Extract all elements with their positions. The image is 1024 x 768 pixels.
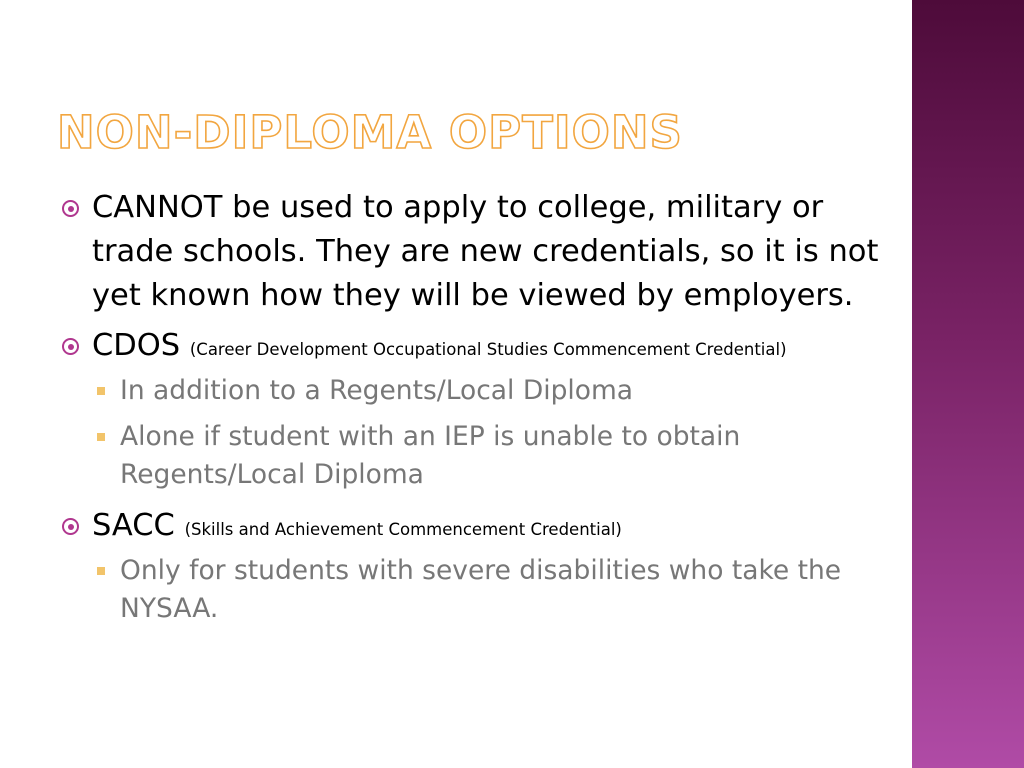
sub-bullet-item: [62, 552, 892, 628]
side-decoration-bar: [912, 0, 1024, 768]
sub-bullet-text: In addition to a Regents/Local Diploma: [120, 375, 634, 406]
bullet-note: (Skills and Achievement Commencement Credential): [184, 520, 622, 539]
bullet-list: [62, 186, 892, 628]
bullet-text: SACC: [92, 508, 175, 543]
bullet-item: [62, 504, 892, 552]
sub-bullet-text: Only for students with severe disabilities who take the NYSAA.: [120, 555, 842, 624]
sub-bullet-item: [62, 372, 892, 410]
bullet-text: CDOS: [92, 328, 181, 363]
bullet-text: CANNOT be used to apply to college, military or trade schools. They are new credentials, so it is not yet known how they will be viewed by employers.: [92, 190, 879, 313]
sub-bullet-item: [62, 418, 892, 494]
bullet-item: [62, 186, 892, 318]
bullet-item: [62, 324, 892, 372]
circle-bullet-icon: [62, 518, 79, 535]
slide-title-text: NON-DIPLOMA OPTIONS: [57, 106, 683, 159]
square-bullet-icon: [97, 433, 105, 441]
circle-bullet-icon: [62, 338, 79, 355]
square-bullet-icon: [97, 387, 105, 395]
slide-title: [57, 103, 683, 163]
bullet-note: (Career Development Occupational Studies Commencement Credential): [189, 340, 787, 359]
square-bullet-icon: [97, 567, 105, 575]
circle-bullet-icon: [62, 200, 79, 217]
sub-bullet-text: Alone if student with an IEP is unable to obtain Regents/Local Diploma: [120, 421, 741, 490]
